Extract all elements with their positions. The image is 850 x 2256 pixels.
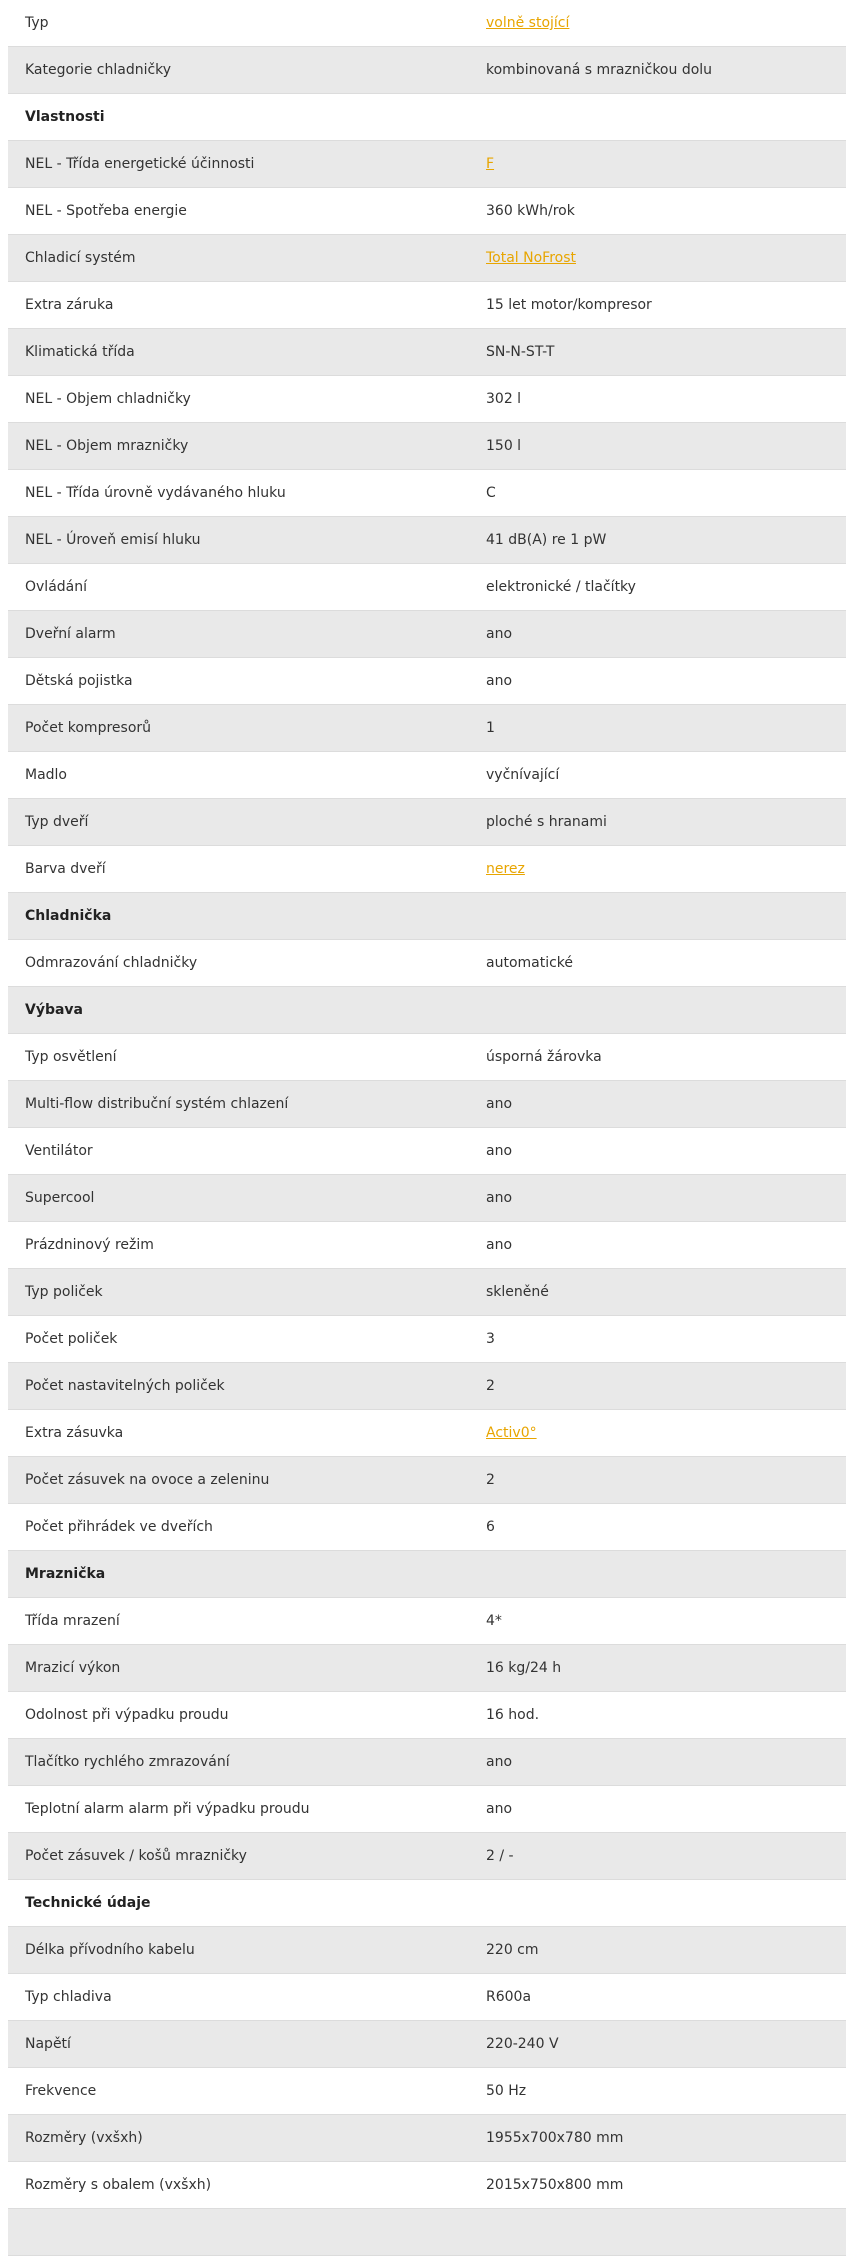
- spec-value-cell: [486, 1331, 846, 1347]
- spec-value: 220-240 V: [486, 2036, 559, 2052]
- spec-value: 16 kg/24 h: [486, 1660, 562, 1676]
- spec-label: Typ chladiva: [25, 1989, 112, 2005]
- spec-value: ano: [486, 1237, 513, 1253]
- spec-label: Odmrazování chladničky: [25, 955, 198, 971]
- spec-value: ano: [486, 1190, 513, 1206]
- section-title: Mraznička: [25, 1566, 106, 1582]
- spec-row: [8, 376, 846, 423]
- spec-value-cell: [486, 1801, 846, 1817]
- spec-row: [8, 1410, 846, 1457]
- spec-row: [8, 1457, 846, 1504]
- spec-value: automatické: [486, 955, 574, 971]
- spec-row: [8, 235, 846, 282]
- spec-value-cell: [486, 1848, 846, 1864]
- spec-label: Dětská pojistka: [25, 673, 133, 689]
- spec-label: Barva dveří: [25, 861, 106, 877]
- spec-value: ploché s hranami: [486, 814, 607, 830]
- spec-value: C: [486, 485, 496, 501]
- spec-value: 360 kWh/rok: [486, 203, 575, 219]
- spec-value-cell: [486, 720, 846, 736]
- spec-label: Teplotní alarm alarm při výpadku proudu: [25, 1801, 310, 1817]
- spec-value-link[interactable]: volně stojící: [486, 15, 570, 31]
- spec-value: 150 l: [486, 438, 522, 454]
- spec-row: [8, 658, 846, 705]
- spec-label: NEL - Třída energetické účinnosti: [25, 156, 255, 172]
- spec-row: [8, 1833, 846, 1880]
- spec-label: Typ: [25, 15, 49, 31]
- spec-value-cell: [486, 1096, 846, 1112]
- spec-row: [8, 2068, 846, 2115]
- spec-value-cell: [486, 391, 846, 407]
- spec-value-cell: [486, 1942, 846, 1958]
- spec-row: [8, 47, 846, 94]
- spec-label: NEL - Spotřeba energie: [25, 203, 187, 219]
- spec-value-cell: [486, 1754, 846, 1770]
- spec-value: ano: [486, 1143, 513, 1159]
- spec-value: skleněné: [486, 1284, 549, 1300]
- spec-value: kombinovaná s mrazničkou dolu: [486, 62, 713, 78]
- spec-row: [8, 1786, 846, 1833]
- spec-value-cell: [486, 1472, 846, 1488]
- spec-value-cell: [486, 814, 846, 830]
- spec-label: Třída mrazení: [25, 1613, 120, 1629]
- spec-row: [8, 1927, 846, 1974]
- spec-row: [8, 423, 846, 470]
- spec-label: Počet zásuvek na ovoce a zeleninu: [25, 1472, 270, 1488]
- spec-row: [8, 1175, 846, 1222]
- spec-value-cell: [486, 1613, 846, 1629]
- spec-label: Multi-flow distribuční systém chlazení: [25, 1096, 289, 1112]
- spec-row: [8, 1034, 846, 1081]
- spec-value: 50 Hz: [486, 2083, 527, 2099]
- spec-label: Klimatická třída: [25, 344, 135, 360]
- spec-row: [8, 517, 846, 564]
- spec-value-cell: [486, 626, 846, 642]
- spec-value-cell: [486, 1378, 846, 1394]
- spec-value: 2: [486, 1378, 495, 1394]
- spec-value: 302 l: [486, 391, 522, 407]
- spec-label: Chladicí systém: [25, 250, 136, 266]
- spec-value-link[interactable]: Total NoFrost: [486, 250, 577, 266]
- section-title: Výbava: [25, 1002, 84, 1018]
- spec-table: [8, 0, 846, 2256]
- spec-label: Počet nastavitelných poliček: [25, 1378, 225, 1394]
- spec-value-cell: [486, 1519, 846, 1535]
- spec-label: Typ osvětlení: [25, 1049, 117, 1065]
- spec-value: 3: [486, 1331, 495, 1347]
- spec-label: Mrazicí výkon: [25, 1660, 121, 1676]
- spec-row: [8, 1269, 846, 1316]
- spec-row: [8, 0, 846, 47]
- spec-row: [8, 564, 846, 611]
- section-header-row: [8, 1880, 846, 1927]
- spec-value-cell: [486, 673, 846, 689]
- spec-label: Tlačítko rychlého zmrazování: [25, 1754, 230, 1770]
- spec-value: 2: [486, 1472, 495, 1488]
- spec-row: [8, 2021, 846, 2068]
- spec-label: Napětí: [25, 2036, 71, 2052]
- spec-value-cell: [486, 1707, 846, 1723]
- spec-label: Extra záruka: [25, 297, 114, 313]
- spec-row: [8, 1739, 846, 1786]
- spec-label: Ventilátor: [25, 1143, 93, 1159]
- spec-row: [8, 2162, 846, 2209]
- spec-row: [8, 940, 846, 987]
- spec-value: ano: [486, 626, 513, 642]
- spec-label: Počet poliček: [25, 1331, 118, 1347]
- spec-value-cell: [486, 2130, 846, 2146]
- spec-label: Délka přívodního kabelu: [25, 1942, 195, 1958]
- spec-value-cell: [486, 532, 846, 548]
- section-title: Technické údaje: [25, 1895, 151, 1911]
- spec-value-link[interactable]: F: [486, 156, 495, 172]
- spec-value-cell: [486, 2036, 846, 2052]
- spec-value-cell: [486, 861, 846, 877]
- spec-value: 2015x750x800 mm: [486, 2177, 624, 2193]
- spec-value-cell: [486, 297, 846, 313]
- spec-value-cell: [486, 1989, 846, 2005]
- spec-value-link[interactable]: Activ0°: [486, 1425, 537, 1441]
- spec-value: ano: [486, 1801, 513, 1817]
- spec-value-cell: [486, 2083, 846, 2099]
- spec-label: Frekvence: [25, 2083, 97, 2099]
- spec-value: ano: [486, 673, 513, 689]
- spec-value-cell: [486, 344, 846, 360]
- spec-row: [8, 1504, 846, 1551]
- spec-value: 6: [486, 1519, 495, 1535]
- spec-row: [8, 1222, 846, 1269]
- spec-value-cell: [486, 156, 846, 172]
- spec-value: ano: [486, 1096, 513, 1112]
- spec-value: 2 / -: [486, 1848, 514, 1864]
- spec-row: [8, 1363, 846, 1410]
- spec-value-cell: [486, 1284, 846, 1300]
- spec-value: 41 dB(A) re 1 pW: [486, 532, 607, 548]
- spec-value: úsporná žárovka: [486, 1049, 602, 1065]
- spec-row: [8, 2115, 846, 2162]
- spec-row: [8, 1081, 846, 1128]
- spec-value-cell: [486, 1660, 846, 1676]
- spec-value-cell: [486, 579, 846, 595]
- spec-value-cell: [486, 438, 846, 454]
- spec-value: 15 let motor/kompresor: [486, 297, 652, 313]
- spec-row: [8, 141, 846, 188]
- spec-row: [8, 1645, 846, 1692]
- spec-row: [8, 1598, 846, 1645]
- section-header-row: [8, 94, 846, 141]
- spec-label: Počet kompresorů: [25, 720, 152, 736]
- spec-value-cell: [486, 1049, 846, 1065]
- spec-label: Kategorie chladničky: [25, 62, 172, 78]
- spec-row: [8, 846, 846, 893]
- spec-label: Rozměry (vxšxh): [25, 2130, 143, 2146]
- spec-value: ano: [486, 1754, 513, 1770]
- spec-label: Extra zásuvka: [25, 1425, 124, 1441]
- spec-row: [8, 188, 846, 235]
- spec-row: [8, 1974, 846, 2021]
- section-title: Vlastnosti: [25, 109, 105, 125]
- spec-label: Supercool: [25, 1190, 95, 1206]
- spec-label: Dveřní alarm: [25, 626, 116, 642]
- spec-label: Typ dveří: [25, 814, 89, 830]
- spec-row: [8, 705, 846, 752]
- spec-value: 16 hod.: [486, 1707, 540, 1723]
- spec-value-cell: [486, 1237, 846, 1253]
- spec-value-cell: [486, 15, 846, 31]
- spec-row: [8, 611, 846, 658]
- spec-label: Ovládání: [25, 579, 88, 595]
- spec-row: [8, 1692, 846, 1739]
- spec-value: 1: [486, 720, 495, 736]
- spec-label: Prázdninový režim: [25, 1237, 154, 1253]
- spec-value-cell: [486, 955, 846, 971]
- spec-value-cell: [486, 1425, 846, 1441]
- spec-row: [8, 470, 846, 517]
- spec-value-cell: [486, 1143, 846, 1159]
- spec-row: [8, 329, 846, 376]
- spec-row: [8, 282, 846, 329]
- spec-value-cell: [486, 250, 846, 266]
- spec-value-cell: [486, 62, 846, 78]
- spec-value-cell: [486, 767, 846, 783]
- section-title: Chladnička: [25, 908, 112, 924]
- spec-value: 220 cm: [486, 1942, 539, 1958]
- section-header-row: [8, 1551, 846, 1598]
- spec-value-cell: [486, 2177, 846, 2193]
- spec-label: NEL - Objem chladničky: [25, 391, 191, 407]
- spec-value: SN-N-ST-T: [486, 344, 555, 360]
- section-header-row: [8, 893, 846, 940]
- spec-label: Typ poliček: [25, 1284, 103, 1300]
- section-header-row: [8, 987, 846, 1034]
- spec-label: Počet zásuvek / košů mrazničky: [25, 1848, 247, 1864]
- spec-label: NEL - Objem mrazničky: [25, 438, 189, 454]
- spec-value: R600a: [486, 1989, 532, 2005]
- spec-row: [8, 1128, 846, 1175]
- spec-value: vyčnívající: [486, 767, 560, 783]
- spec-value: 4*: [486, 1613, 502, 1629]
- spec-label: Odolnost při výpadku proudu: [25, 1707, 229, 1723]
- spec-label: Madlo: [25, 767, 67, 783]
- spec-value-link[interactable]: nerez: [486, 861, 525, 877]
- spec-value: elektronické / tlačítky: [486, 579, 636, 595]
- spec-value-cell: [486, 485, 846, 501]
- spec-row: [8, 752, 846, 799]
- spec-value-cell: [486, 203, 846, 219]
- spec-row: [8, 2209, 846, 2256]
- spec-row: [8, 1316, 846, 1363]
- spec-label: Počet přihrádek ve dveřích: [25, 1519, 213, 1535]
- spec-label: NEL - Úroveň emisí hluku: [25, 532, 201, 548]
- spec-label: Rozměry s obalem (vxšxh): [25, 2177, 212, 2193]
- spec-value: 1955x700x780 mm: [486, 2130, 624, 2146]
- spec-label: NEL - Třída úrovně vydávaného hluku: [25, 485, 286, 501]
- spec-value-cell: [486, 1190, 846, 1206]
- spec-row: [8, 799, 846, 846]
